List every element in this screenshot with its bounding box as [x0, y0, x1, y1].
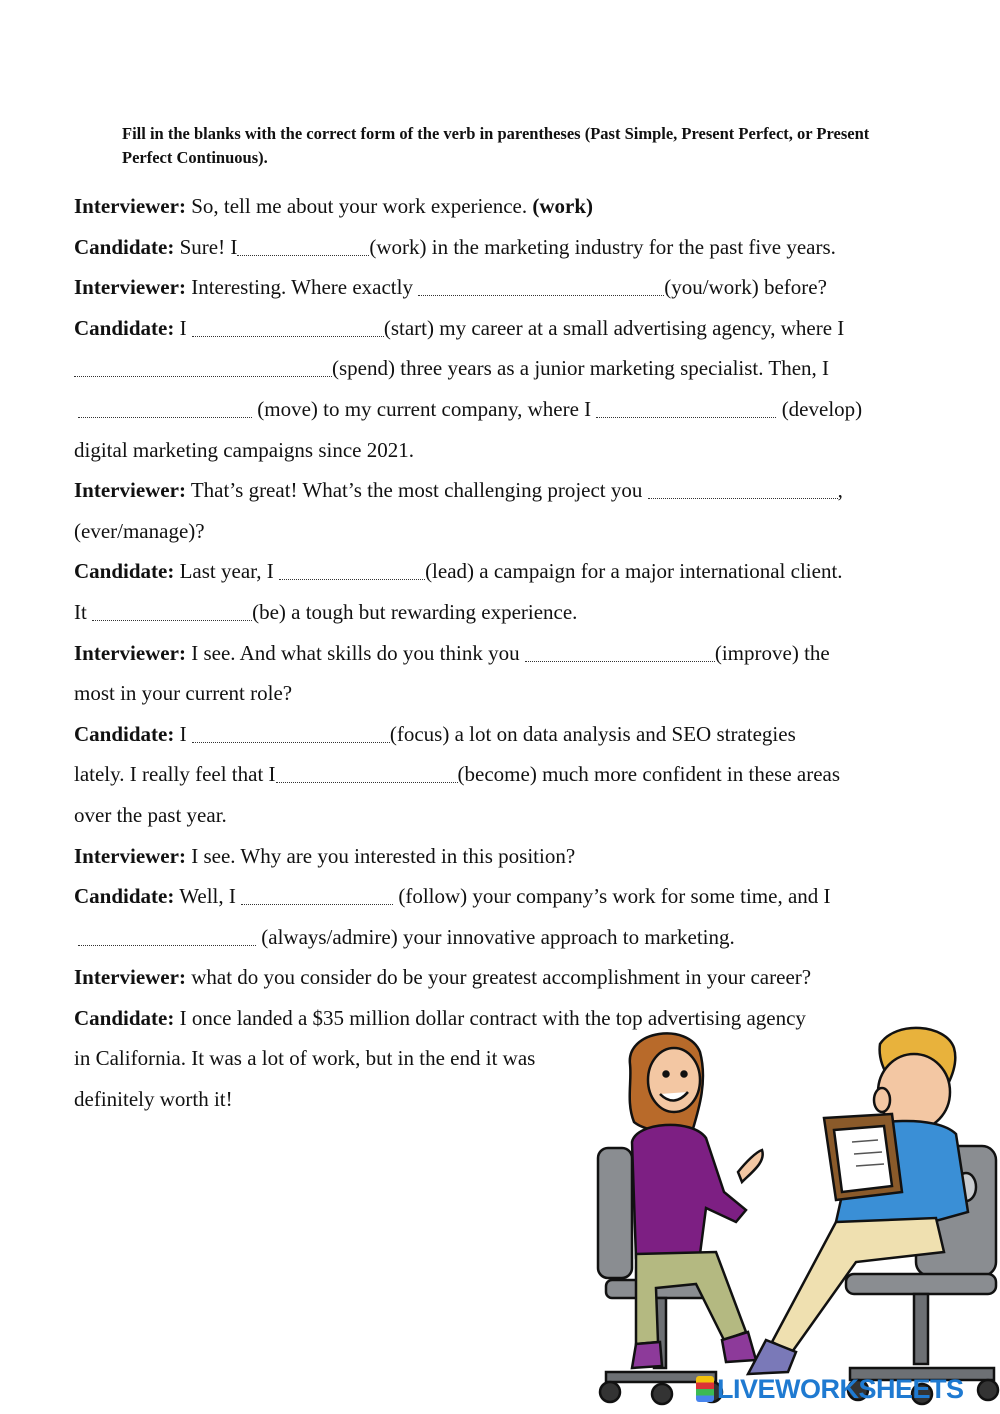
line-text: (follow) your company’s work for some time, and I [393, 884, 831, 909]
answer-blank[interactable] [192, 316, 384, 337]
line-text: That’s great! What’s the most challenging project you [185, 478, 648, 503]
line-text: I [174, 721, 192, 746]
answer-blank[interactable] [237, 235, 369, 256]
answer-blank[interactable] [418, 275, 664, 296]
answer-blank[interactable] [279, 559, 425, 580]
dialogue-line [74, 876, 924, 917]
line-text: (ever/manage)? [74, 518, 205, 543]
line-text: (work) in the marketing industry for the past five years. [369, 234, 836, 259]
speaker-label: Interviewer: [74, 275, 186, 300]
watermark-text: LIVEWORKSHEETS [717, 1374, 964, 1404]
speaker-label: Candidate: [74, 1005, 175, 1030]
interview-illustration [596, 1022, 1000, 1414]
line-text: lately. I really feel that I [74, 762, 276, 787]
line-text: Last year, I [174, 559, 280, 584]
speaker-label: Candidate: [74, 559, 175, 584]
line-text: Well, I [174, 884, 242, 909]
line-text: most in your current role? [74, 681, 293, 706]
speaker-label: Candidate: [74, 884, 175, 909]
line-text: (start) my career at a small advertising agency, where I [383, 315, 845, 340]
answer-blank[interactable] [596, 397, 776, 418]
man-figure [748, 1028, 968, 1374]
speaker-label: Interviewer: [74, 640, 186, 665]
line-text: digital marketing campaigns since 2021. [74, 437, 414, 462]
answer-blank[interactable] [92, 600, 252, 621]
speaker-label: Interviewer: [74, 194, 186, 218]
line-text: over the past year. [74, 802, 227, 827]
dialogue-line [74, 308, 924, 349]
line-text: (become) much more confident in these areas [457, 762, 841, 787]
line-text: (always/admire) your innovative approach to marketing. [256, 924, 735, 949]
answer-blank[interactable] [192, 722, 390, 743]
dialogue-line [74, 633, 924, 674]
speaker-label: Interviewer: [74, 478, 186, 503]
line-text: (you/work) before? [664, 275, 827, 300]
instructions: Fill in the blanks with the correct form of the verb in parentheses (Past Simple, Present Perfect, or Present Perfect Continuous). [122, 124, 870, 167]
answer-blank[interactable] [74, 356, 332, 377]
line-text: (spend) three years as a junior marketing specialist. Then, I [332, 356, 830, 381]
line-text: what do you consider do be your greatest accomplishment in your career? [185, 965, 812, 990]
dialogue-line [74, 389, 924, 430]
dialogue-line [74, 267, 924, 308]
line-text: , [837, 478, 843, 503]
dialogue-line [74, 917, 924, 958]
answer-blank[interactable] [525, 641, 715, 662]
dialogue-line [74, 186, 924, 227]
line-text: (be) a tough but rewarding experience. [252, 599, 578, 624]
answer-blank[interactable] [276, 762, 458, 783]
dialogue-line [74, 348, 924, 389]
dialogue-line [74, 592, 924, 633]
dialogue-line [74, 227, 924, 268]
dialogue-line [74, 957, 924, 998]
dialogue-line [74, 511, 924, 552]
woman-figure [630, 1033, 763, 1368]
verb-hint: (work) [532, 194, 594, 218]
answer-blank[interactable] [241, 884, 393, 905]
line-text: (focus) a lot on data analysis and SEO strategies [389, 721, 796, 746]
speaker-label: Candidate: [74, 721, 175, 746]
line-text: I [174, 315, 192, 340]
line-text: (improve) the [714, 640, 830, 665]
line-text: I once landed a $35 million dollar contract with the top advertising agency [174, 1005, 806, 1030]
speaker-label: Candidate: [74, 234, 175, 259]
line-text: definitely worth it! [74, 1087, 233, 1112]
dialogue-line [74, 795, 924, 836]
speaker-label: Interviewer: [74, 965, 186, 990]
dialogue-line [74, 551, 924, 592]
line-text: So, tell me about your work experience. [185, 194, 533, 218]
speaker-label: Interviewer: [74, 843, 186, 868]
dialogue-line [74, 673, 924, 714]
liveworksheets-logo-icon [696, 1376, 714, 1402]
answer-blank[interactable] [78, 925, 256, 946]
dialogue-line [74, 714, 924, 755]
liveworksheets-watermark [696, 1374, 964, 1405]
dialogue-line [74, 470, 924, 511]
speaker-label: Candidate: [74, 315, 175, 340]
line-text: in California. It was a lot of work, but in the end it was [74, 1046, 536, 1071]
line-text: I see. Why are you interested in this position? [185, 843, 576, 868]
dialogue-line [74, 430, 924, 471]
line-text: (develop) [776, 396, 863, 421]
dialogue-line [74, 754, 924, 795]
line-text: Interesting. Where exactly [185, 275, 419, 300]
dialogue [74, 186, 924, 1120]
answer-blank[interactable] [648, 478, 838, 499]
dialogue-line [74, 836, 924, 877]
line-text: I see. And what skills do you think you [185, 640, 525, 665]
line-text: It [74, 599, 93, 624]
line-text: (lead) a campaign for a major international client. [425, 559, 843, 584]
line-text: Sure! I [174, 234, 238, 259]
answer-blank[interactable] [78, 397, 252, 418]
line-text: (move) to my current company, where I [252, 396, 597, 421]
